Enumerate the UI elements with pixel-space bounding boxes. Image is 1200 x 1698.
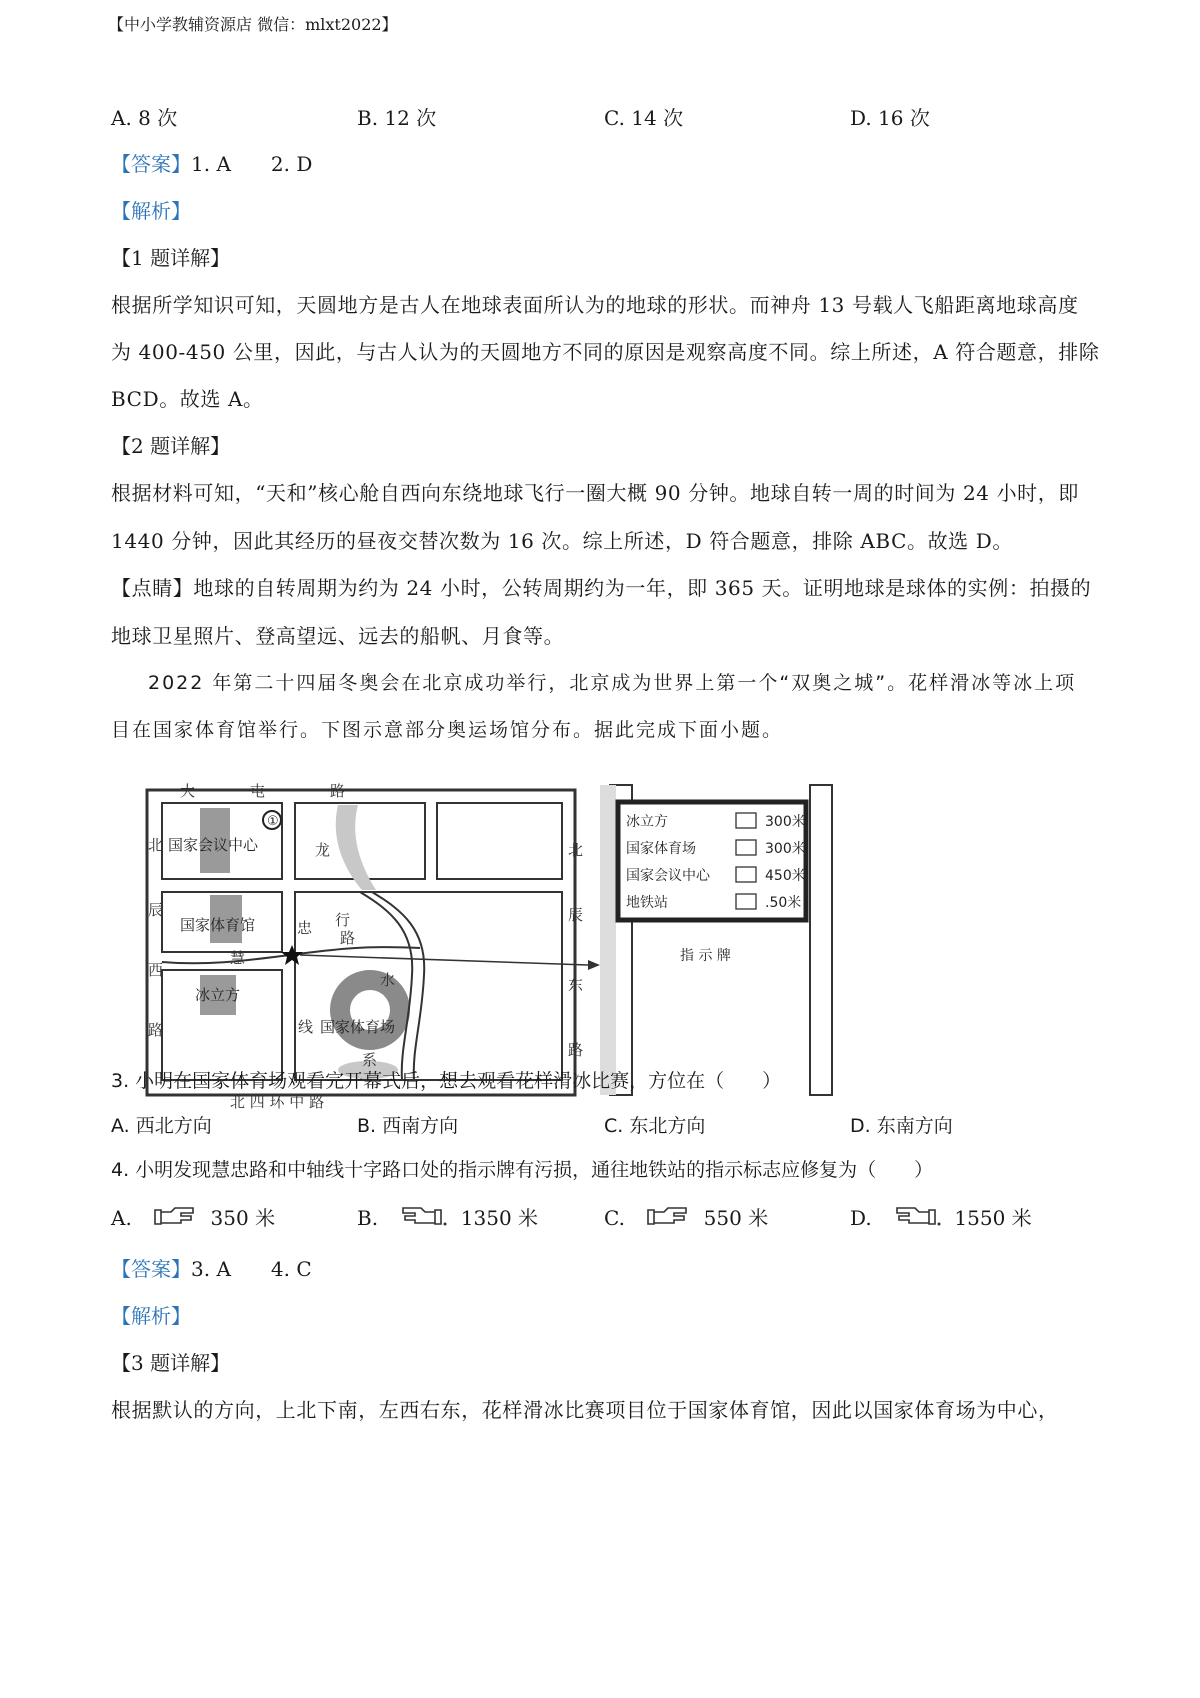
option-letter: A. <box>111 1206 132 1230</box>
sign-row-distance: 300米 <box>765 841 806 857</box>
q4-option-d <box>850 1204 1032 1235</box>
road-label-north: 路 <box>330 782 346 800</box>
sign-post-right <box>810 785 832 1095</box>
hand-left-icon <box>398 1204 448 1235</box>
sign-title: 指 示 牌 <box>680 948 731 964</box>
answer-line-1 <box>111 150 312 178</box>
sign-row-name: 地铁站 <box>626 895 668 911</box>
option-letter: C. <box>604 1206 625 1230</box>
answer-text: 3. A 4. C <box>191 1257 312 1281</box>
analysis-tag: 【解析】 <box>111 1304 191 1328</box>
option-letter: D. <box>850 1206 872 1230</box>
detail-1-line: 根据所学知识可知，天圆地方是古人在地球表面所认为的地球的形状。而神舟 13 号载人飞船距离地球高度 <box>111 293 1079 317</box>
detail-3-title: 【3 题详解】 <box>111 1351 231 1375</box>
hand-right-icon <box>152 1204 198 1235</box>
sign-row-name: 国家体育场 <box>626 841 696 857</box>
option-c: C. 14 次 <box>604 106 684 130</box>
road-label-huizhong: 慧 <box>230 949 246 967</box>
sign-row-name: 国家会议中心 <box>626 868 710 884</box>
question-3: 3. 小明在国家体育场观看完开幕式后，想去观看花样滑冰比赛，方位在（ ） <box>111 1070 782 1092</box>
road-label-axis: 线 <box>298 1018 314 1036</box>
road-label-east: 路 <box>568 1041 584 1059</box>
option-distance: 350 米 <box>210 1206 276 1230</box>
option-d: D. 16 次 <box>850 106 930 130</box>
question-4: 4. 小明发现慧忠路和中轴线十字路口处的指示牌有污损，通往地铁站的指示标志应修复为（ ） <box>111 1159 934 1181</box>
answer-line-2 <box>111 1255 312 1283</box>
road-label-west: 辰 <box>148 901 164 919</box>
road-label-north: 屯 <box>250 782 266 800</box>
road-label-water: 水 <box>380 971 396 989</box>
river-shade <box>336 805 376 890</box>
venue-label: 冰立方 <box>195 986 241 1004</box>
sign-row-distance: .50米 <box>765 895 802 911</box>
hand-right-icon <box>645 1204 691 1235</box>
tip-line: 【点睛】地球的自转周期为约为 24 小时，公转周期约为一年，即 365 天。证明地球是球体的实例：拍摄的 <box>111 576 1092 600</box>
option-distance: 1350 米 <box>460 1206 539 1230</box>
detail-2-line: 1440 分钟，因此其经历的昼夜交替次数为 16 次。综上所述，D 符合题意，排除 ABC。故选 D。 <box>111 529 1013 553</box>
road-label-east: 东 <box>568 976 584 994</box>
subway-symbol-label: ① <box>267 814 279 829</box>
detail-2-line: 根据材料可知，“天和”核心舱自西向东绕地球飞行一圈大概 90 分钟。地球自转一周的时间为 24 小时，即 <box>111 481 1079 505</box>
road-label-north: 大 <box>180 782 196 800</box>
analysis-tag: 【解析】 <box>111 199 191 223</box>
q3-option-d: D. 东南方向 <box>850 1115 953 1137</box>
answer-text: 1. A 2. D <box>191 152 313 176</box>
answer-tag: 【答案】 <box>111 1257 191 1281</box>
road-label-longxing: 行 <box>335 911 351 929</box>
detail-1-line: BCD。故选 A。 <box>111 387 264 411</box>
option-b: B. 12 次 <box>357 106 437 130</box>
q4-option-a <box>111 1204 275 1235</box>
stem-line: 2022 年第二十四届冬奥会在北京成功举行，北京成为世界上第一个“双奥之城”。花样滑冰等冰上项 <box>148 672 1077 694</box>
detail-3-line: 根据默认的方向，上北下南，左西右东，花样滑冰比赛项目位于国家体育馆，因此以国家体育场为中心， <box>111 1398 1059 1422</box>
road-label-east: 辰 <box>568 906 584 924</box>
q4-option-b <box>357 1204 538 1235</box>
q3-option-a: A. 西北方向 <box>111 1115 212 1137</box>
pointer-line <box>300 955 588 965</box>
detail-1-title: 【1 题详解】 <box>111 246 231 270</box>
road-label-west: 西 <box>148 961 164 979</box>
detail-1-line: 为 400-450 公里，因此，与古人认为的天圆地方不同的原因是观察高度不同。综上所述，A 符合题意，排除 <box>111 340 1100 364</box>
sign-row-distance: 300米 <box>765 814 806 830</box>
sign-row-distance: 450米 <box>765 868 806 884</box>
venue-label: 国家体育馆 <box>180 916 256 934</box>
tip-line: 地球卫星照片、登高望远、远去的船帆、月食等。 <box>111 624 565 648</box>
road-label-huizhong: 路 <box>340 929 356 947</box>
venue-map <box>140 780 900 1110</box>
road-label-west: 路 <box>148 1021 164 1039</box>
block-ne <box>437 803 562 879</box>
road-label-water: 系 <box>362 1051 378 1069</box>
option-letter: B. <box>357 1206 379 1230</box>
road-label-longxing: 龙 <box>315 841 331 859</box>
road-label-east: 北 <box>568 841 584 859</box>
option-distance: 1550 米 <box>954 1206 1032 1230</box>
venue-label: 国家会议中心 <box>168 836 259 854</box>
road-label-south: 北 四 环 中 路 <box>230 1093 325 1110</box>
road-label-west: 北 <box>148 836 164 854</box>
detail-2-title: 【2 题详解】 <box>111 434 231 458</box>
q4-option-c <box>604 1204 768 1235</box>
option-distance: 550 米 <box>703 1206 769 1230</box>
q3-option-c: C. 东北方向 <box>604 1115 706 1137</box>
road-label-huizhong: 忠 <box>297 919 313 937</box>
venue-label: 国家体育场 <box>320 1018 396 1036</box>
hand-left-icon <box>892 1204 942 1235</box>
option-a: A. 8 次 <box>111 106 178 130</box>
answer-tag: 【答案】 <box>111 152 191 176</box>
sign-row-name: 冰立方 <box>626 814 668 830</box>
watermark-header: 【中小学教辅资源店 微信：mlxt2022】 <box>108 15 398 34</box>
stem-line: 目在国家体育馆举行。下图示意部分奥运场馆分布。据此完成下面小题。 <box>111 719 784 741</box>
q3-option-b: B. 西南方向 <box>357 1115 459 1137</box>
